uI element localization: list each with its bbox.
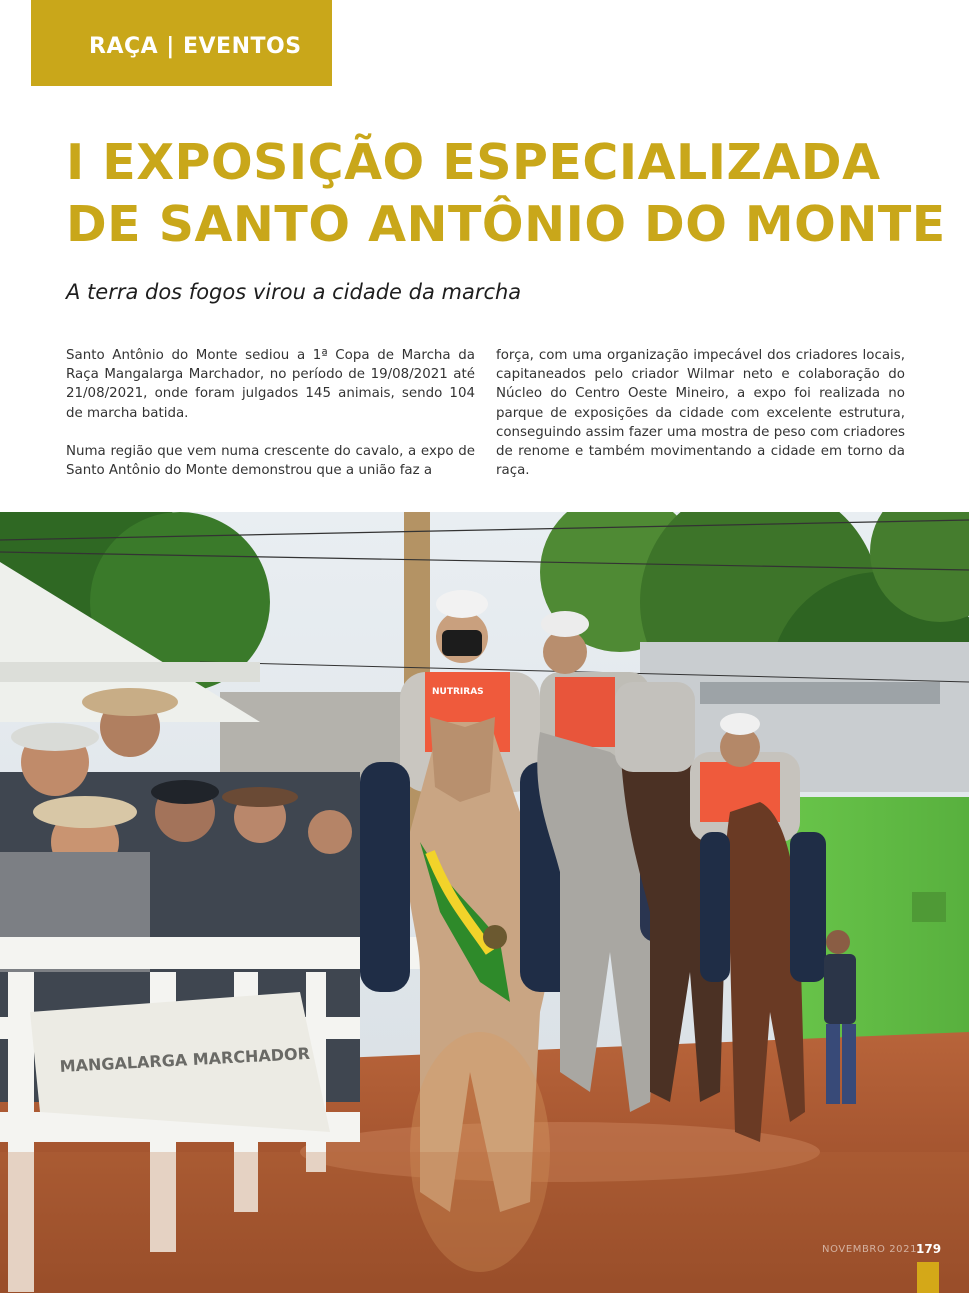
page-marker-bar	[917, 1262, 939, 1293]
event-photo	[0, 512, 969, 1293]
body-column-left	[66, 346, 475, 499]
page-number: 179	[916, 1242, 942, 1256]
headline-line-2: DE SANTO ANTÔNIO DO MONTE	[66, 196, 946, 253]
spectator-right	[824, 930, 856, 1104]
body-column-right	[496, 346, 905, 499]
headline-line-1: I EXPOSIÇÃO ESPECIALIZADA	[66, 134, 881, 191]
footer-month: NOVEMBRO 2021	[822, 1244, 918, 1255]
paragraph: Santo Antônio do Monte sediou a 1ª Copa de Marcha da Raça Mangalarga Marchador, no período de 19/08/2021 até 21/08/2021, onde foram julgados 145 animais, sendo 104 de marcha batida.	[66, 348, 475, 421]
section-tag-label: RAÇA | EVENTOS	[89, 33, 302, 59]
paragraph: força, com uma organização impecável dos criadores locais, capitaneados pelo criador Wilmar neto e colaboração do Núcleo do Centro Oeste Mineiro, a expo foi realizada no parque de exposições da cidade com excelente estrutura, conseguindo assim fazer uma mostra de peso com criadores de renome e também movimentando a cidade em torno da raça.	[496, 348, 905, 479]
cap-text: NUTRIRAS	[432, 687, 484, 697]
banner-text: MANGALARGA MARCHADOR	[59, 1043, 311, 1076]
article-headline	[66, 132, 946, 256]
article-subtitle: A terra dos fogos virou a cidade da marcha	[66, 280, 522, 304]
section-tag	[31, 0, 332, 86]
paragraph: Numa região que vem numa crescente do cavalo, a expo de Santo Antônio do Monte demonstrou que a união faz a	[66, 443, 475, 479]
